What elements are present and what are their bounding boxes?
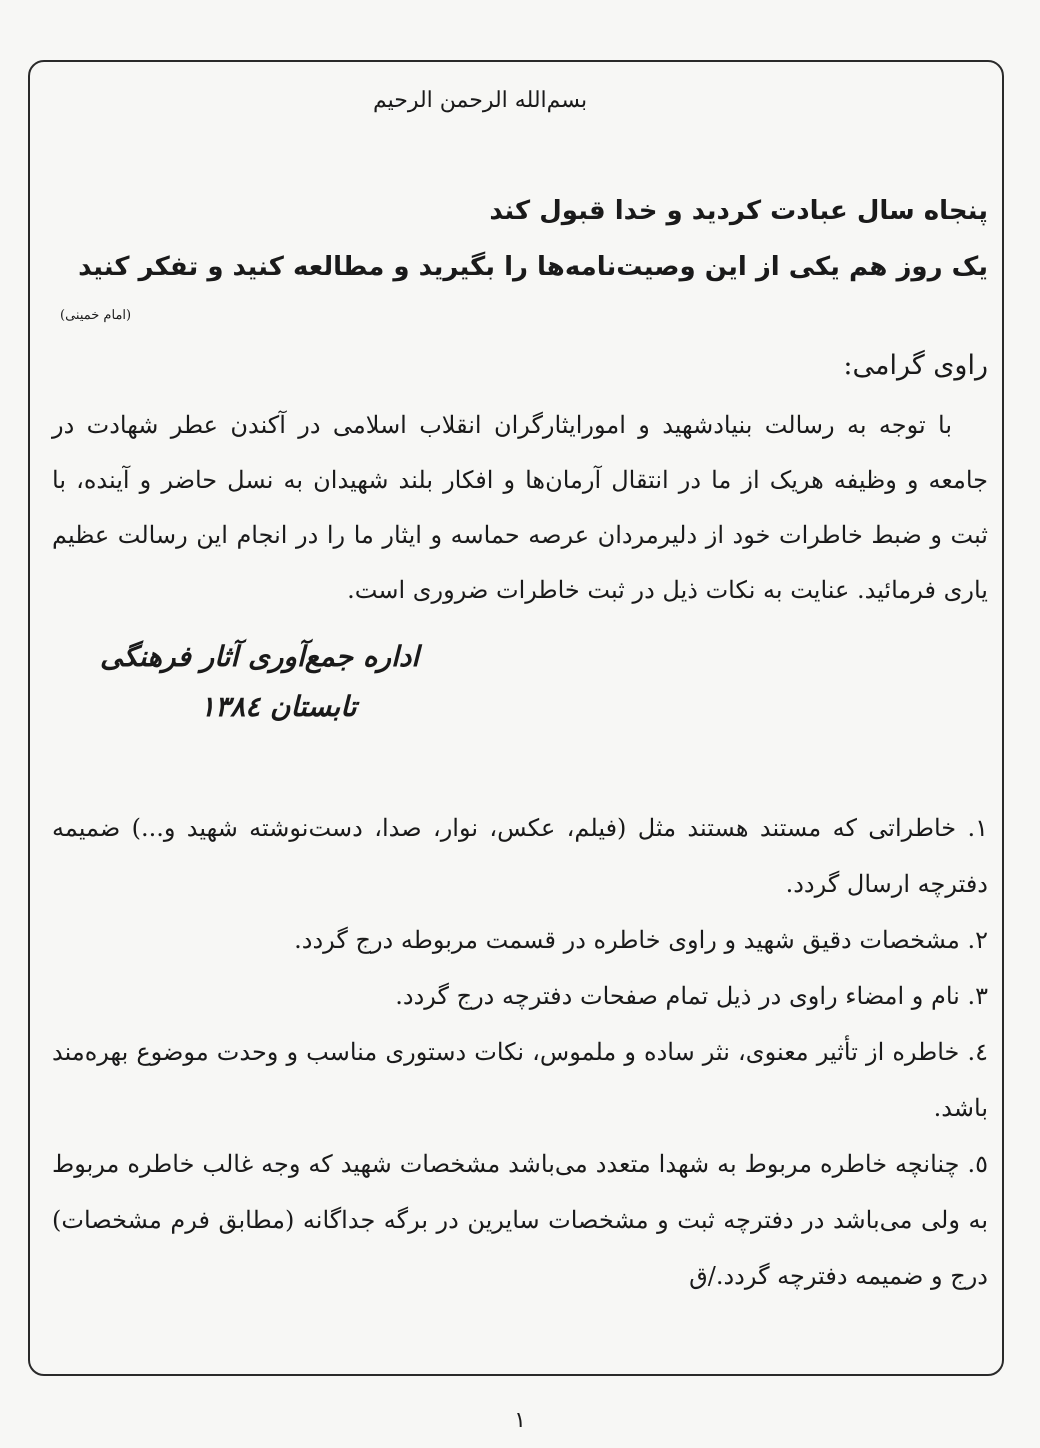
rules-list [52,800,988,1304]
rule-item: ٣. نام و امضاء راوی در ذیل تمام صفحات دفترچه درج گردد. [395,982,988,1010]
quote-line-2: یک روز هم یکی از این وصیت‌نامه‌ها را بگیرید و مطالعه کنید و تفکر کنید [78,252,988,282]
quote-attribution: (امام خمینی) [60,308,132,323]
basmala-heading: بسم‌الله الرحمن الرحیم [372,88,588,113]
signature-date: تابستان ۱۳۸٤ [200,690,357,723]
narrator-heading: راوی گرامی: [843,350,988,381]
rule-item: ٥. چنانچه خاطره مربوط به شهدا متعدد می‌باشد مشخصات شهید که وجه غالب خاطره مربوط به ولی می‌باشد در دفترچه ثبت و مشخصات سایرین در برگه جداگانه (مطابق فرم مشخصات) درج و ضمیمه دفترچه گردد./ق [52,1150,988,1290]
intro-text: با توجه به رسالت بنیادشهید و امورایثارگران انقلاب اسلامی در آکندن عطر شهادت در جامعه و وظیفه هریک از ما در انتقال آرمان‌ها و افکار بلند شهیدان به نسل حاضر و آینده، با ثبت و ضبط خاطرات خود از دلیرمردان عرصه حماسه و ایثار ما را در انجام این رسالت عظیم یاری فرمائید. عنایت به نکات ذیل در ثبت خاطرات ضروری است. [52,411,988,604]
quote-line-1: پنجاه سال عبادت کردید و خدا قبول کند [489,196,988,226]
rule-item: ٤. خاطره از تأثیر معنوی، نثر ساده و ملموس، نکات دستوری مناسب و وحدت موضوع بهره‌مند باشد. [52,1038,988,1122]
office-name: اداره جمع‌آوری آثار فرهنگی [100,640,420,673]
rule-item: ٢. مشخصات دقیق شهید و راوی خاطره در قسمت مربوطه درج گردد. [294,926,988,954]
page-number: ١ [514,1408,526,1433]
intro-paragraph [52,398,988,618]
rule-item: ١. خاطراتی که مستند هستند مثل (فیلم، عکس، نوار، صدا، دست‌نوشته شهید و...) ضمیمه دفترچه ارسال گردد. [52,814,988,898]
